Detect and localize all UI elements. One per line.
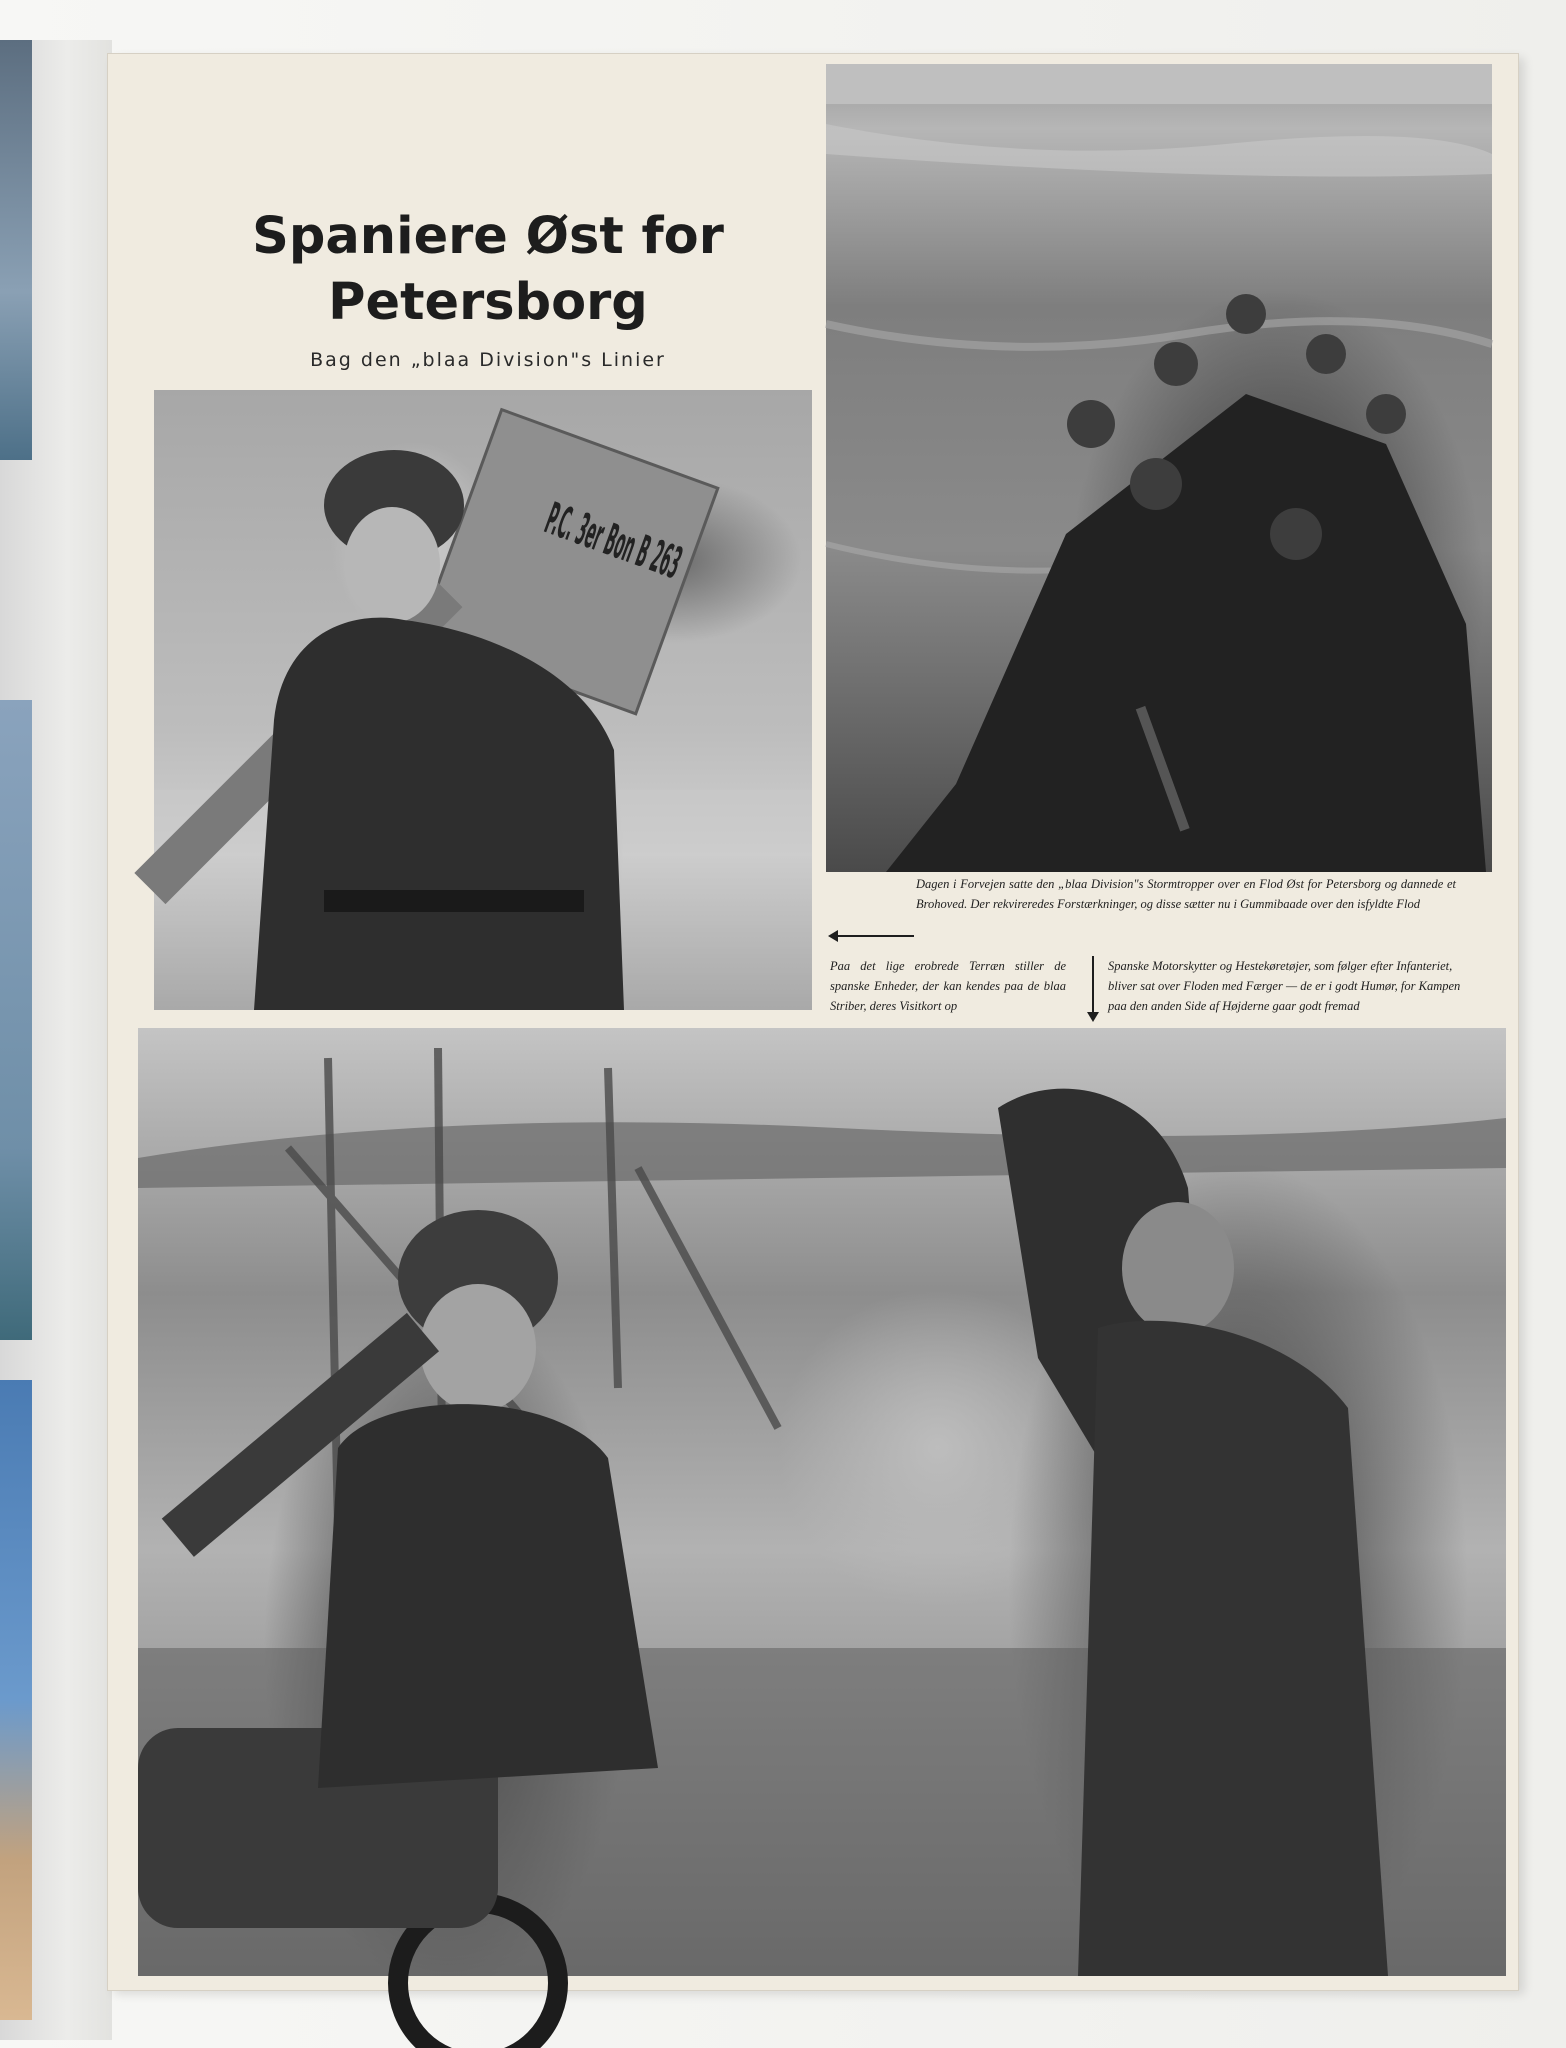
previous-page-photo-strip bbox=[0, 40, 32, 460]
headline: Spaniere Øst for Petersborg bbox=[252, 207, 724, 332]
caption-motorcycles-horses: Spanske Motorskytter og Hestekøretøjer, som følger efter Infanteriet, bliver sat over Floden med Færger — de er i godt Humør, for Kampen paa den anden Side af Højderne gaar godt fremad bbox=[1108, 959, 1461, 1013]
river-crossing-illustration bbox=[826, 64, 1492, 872]
photo-motorcyclist-and-horse bbox=[138, 1028, 1506, 1976]
previous-page-edge bbox=[0, 40, 112, 2040]
photo-river-crossing bbox=[826, 64, 1492, 872]
previous-page-photo-strip bbox=[0, 1380, 32, 2020]
subtitle: Bag den „blaa Division"s Linier bbox=[310, 349, 666, 371]
previous-page-photo-strip bbox=[0, 700, 32, 1340]
caption-terrain-units: Paa det lige erobrede Terræn stiller de spanske Enheder, der kan kendes paa de blaa Striber, deres Visitkort op bbox=[830, 959, 1066, 1013]
motorcyclist-and-horse-illustration bbox=[138, 1028, 1506, 1976]
magazine-page bbox=[108, 54, 1518, 1990]
arrow-down-icon bbox=[1083, 954, 1103, 1024]
caption-river-crossing: Dagen i Forvejen satte den „blaa Division"s Stormtropper over en Flod Øst for Petersborg og dannede et Brohoved. Der rekvireredes Forstærkninger, og disse sætter nu i Gummibaade over den isfyldte Flod bbox=[916, 877, 1456, 911]
arrow-left-icon bbox=[826, 926, 916, 946]
sign-text: P.C. 3er Bon B 263 bbox=[538, 493, 983, 697]
